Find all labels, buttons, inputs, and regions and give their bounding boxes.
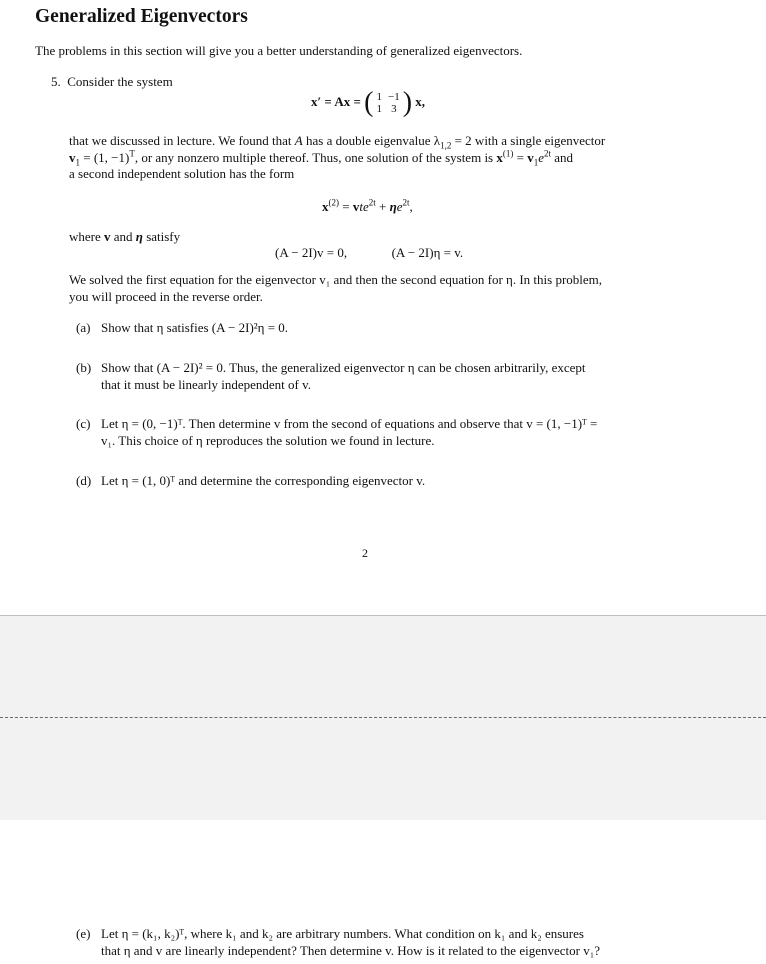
part-d: (d) Let η = (1, 0)ᵀ and determine the corresponding eigenvector v. [76, 473, 426, 488]
matrix-left-paren: ( [364, 87, 374, 118]
part-label: (a) [76, 320, 91, 335]
intro-text: The problems in this section will give you a better understanding of generalized eigenvectors. [35, 43, 523, 58]
eq-left: (A − 2I)v = 0, [275, 245, 348, 260]
problem-number: 5. [51, 74, 61, 89]
matrix-right-paren: ) [402, 87, 413, 118]
part-label: (e) [76, 926, 91, 941]
part-label: (b) [76, 360, 92, 375]
para1-line2: $v_1 = (1$, −1)$^T$, or any nonzero multiple thereof. Thus, one solution of the system is $x^{(1)} = v_1e^{2t}$ and [69, 148, 574, 168]
problem-number-line [51, 74, 173, 90]
system-tail: x, [415, 93, 426, 109]
matrix-cell: 3 [391, 103, 397, 115]
part-b: (b) Show that (A − 2I)² = 0. Thus, the generalized eigenvector η can be chosen arbitrarily, except that it must be linearly independent of v. [76, 360, 586, 392]
reverse-order-paragraph: We solved the first equation for the eigenvector v₁ and then the second equation for η. In this problem, you will proceed in the reverse order. [69, 272, 603, 304]
matrix-cell: 1 [376, 103, 382, 115]
section-heading: Generalized Eigenvectors [35, 6, 248, 27]
eq-right: (A − 2I)η = v. [391, 245, 464, 260]
matrix-cell: −1 [387, 91, 400, 103]
para1-line3: a second independent solution has the form [69, 166, 295, 181]
coefficient-matrix [373, 91, 402, 115]
para1-line1: that we discussed in lecture. We found that A has a double eigenvalue $\lambda_{1,2} = 2$ with a single eigenvector [69, 133, 606, 151]
matrix-cell: 1 [376, 91, 382, 103]
system-equation [311, 87, 425, 119]
problem-lead: Consider the system [67, 74, 173, 89]
page-break-gap [0, 615, 766, 822]
part-c: (c) Let η = (0, −1)ᵀ. Then determine v from the second of equations and observe that v = (1, −1)ᵀ = v₁. This choice of η reproduces the solution we found in lecture. [76, 416, 598, 448]
part-label: (d) [76, 473, 92, 488]
part-label: (c) [76, 416, 91, 431]
where-line: where v and η satisfy [69, 229, 181, 244]
part-e: (e) Let η = (k₁, k₂)ᵀ, where k₁ and k₂ are arbitrary numbers. What condition on k₁ and k₂ ensures that η and v are linearly independent? Then determine v. How is it related to the eigenvector v₁? [76, 926, 601, 958]
page-number: 2 [362, 546, 368, 560]
page-2 [0, 820, 766, 964]
system-lhs: x′ = Ax = [311, 93, 361, 109]
lecture-paragraph [69, 133, 709, 183]
second-solution-equation: $x^{(2)} = vte^{2t} + \eta e^{2t}$, [322, 197, 413, 214]
page-break-dashed-line [0, 717, 766, 718]
part-a: (a) Show that η satisfies (A − 2I)²η = 0. [76, 320, 289, 335]
eigen-equations [275, 245, 463, 261]
